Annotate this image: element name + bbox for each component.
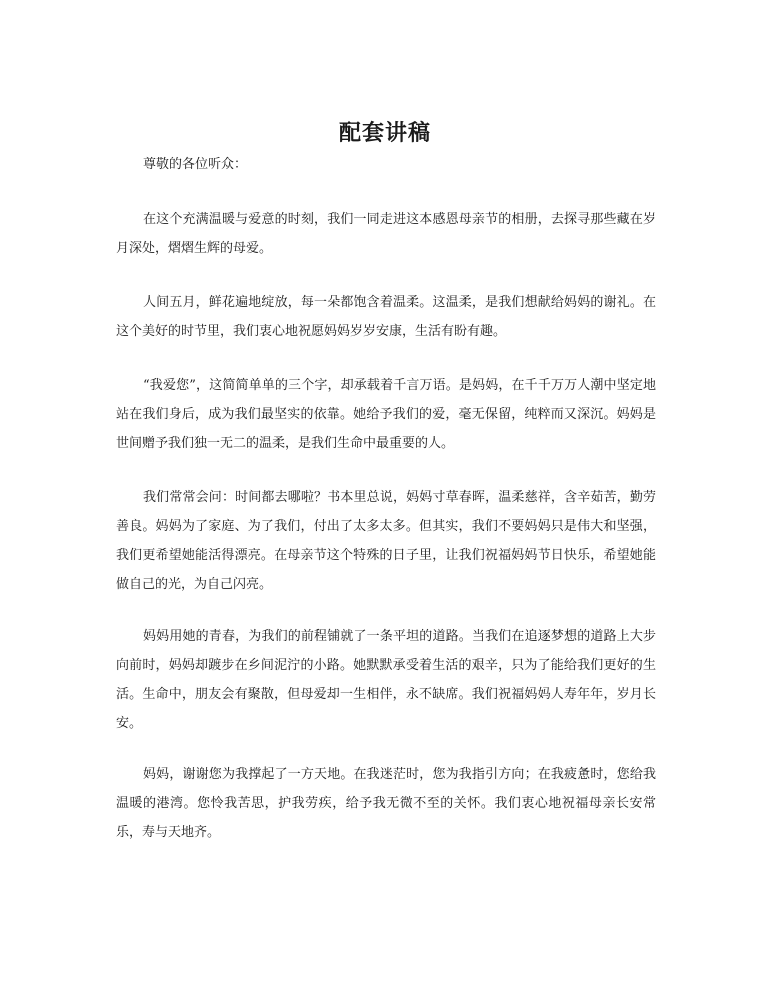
body-paragraph-5: 妈妈用她的青春，为我们的前程铺就了一条平坦的道路。当我们在追逐梦想的道路上大步向前时，妈妈却踱步在乡间泥泞的小路。她默默承受着生活的艰辛，只为了能给我们更好的生活。生命中，朋友会有聚散，但母爱却一生相伴，永不缺席。我们祝福妈妈人寿年年，岁月长安。 [116, 629, 656, 731]
document-title: 配套讲稿 [338, 120, 431, 146]
body-paragraph-4: 我们常常会问：时间都去哪啦？书本里总说，妈妈寸草春晖，温柔慈祥，含辛茹苦，勤劳善良。妈妈为了家庭、为了我们，付出了太多太多。但其实，我们不要妈妈只是伟大和坚强，我们更希望她能活得漂亮。在母亲节这个特殊的日子里，让我们祝福妈妈节日快乐，希望她能做自己的光，为自己闪亮。 [116, 490, 656, 592]
body-paragraph-6: 妈妈，谢谢您为我撑起了一方天地。在我迷茫时，您为我指引方向；在我疲惫时，您给我温暖的港湾。您怜我苦思，护我劳疾，给予我无微不至的关怀。我们衷心地祝福母亲长安常乐，寿与天地齐。 [116, 767, 656, 840]
body-paragraph-1: 在这个充满温暖与爱意的时刻，我们一同走进这本感恩母亲节的相册，去探寻那些藏在岁月深处，熠熠生辉的母爱。 [116, 212, 656, 256]
greeting-line: 尊敬的各位听众： [143, 157, 248, 172]
body-paragraph-3: “我爱您”，这简简单单的三个字，却承载着千言万语。是妈妈，在千千万万人潮中坚定地站在我们身后，成为我们最坚实的依靠。她给予我们的爱，毫无保留，纯粹而又深沉。妈妈是世间赠予我们独一无二的温柔，是我们生命中最重要的人。 [116, 378, 656, 451]
body-paragraph-2: 人间五月，鲜花遍地绽放，每一朵都饱含着温柔。这温柔，是我们想献给妈妈的谢礼。在这个美好的时节里，我们衷心地祝愿妈妈岁岁安康，生活有盼有趣。 [116, 295, 656, 339]
